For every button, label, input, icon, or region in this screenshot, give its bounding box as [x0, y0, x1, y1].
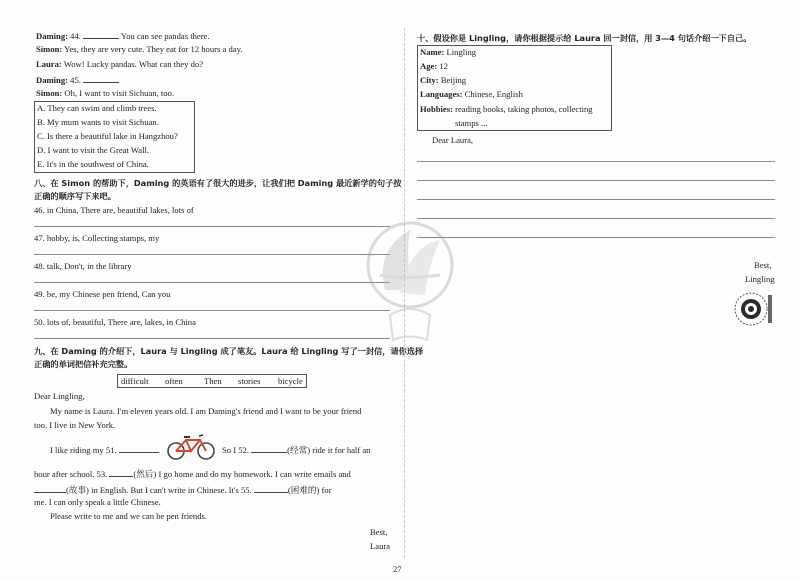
writing-line[interactable]: [417, 237, 775, 238]
section-8-title-cont: 正确的顺序写下来吧。: [34, 191, 116, 201]
option-d: D. I want to visit the Great Wall.: [37, 145, 150, 155]
dialogue-line-45: Daming: 45.: [36, 73, 119, 86]
letter-greeting: Dear Lingling,: [34, 391, 85, 401]
writing-line[interactable]: [417, 218, 775, 219]
letter-line-53: hour after school. 53. (然后) I go home and do my homework. I can write emails and: [34, 469, 351, 479]
qr-code-icon: [733, 289, 773, 329]
letter-line: My name is Laura. I'm eleven years old. I am Daming's friend and I want to be your friend: [50, 406, 362, 416]
writing-line[interactable]: [417, 199, 775, 200]
writing-line[interactable]: [417, 161, 775, 162]
answer-blank-45[interactable]: [83, 73, 119, 83]
info-name: Name: Lingling: [420, 47, 477, 57]
info-hobbies-cont: stamps ...: [455, 118, 488, 128]
sentence-item-47: 47. hobby, is, Collecting stamps, my: [34, 233, 160, 243]
section-10-title: 十、假设你是 Lingling，请你根据提示给 Laura 回一封信，用 3—4 句话介绍一下自己。: [417, 33, 752, 43]
option-e: E. It's in the southwest of China.: [37, 159, 149, 169]
info-languages: Languages: Chinese, English: [420, 89, 523, 99]
letter-line-51: I like riding my 51.: [50, 443, 159, 456]
letter-line: Please write to me and we can be pen friends.: [50, 511, 208, 521]
answer-blank-52[interactable]: [251, 443, 287, 453]
sentence-item-50: 50. lots of, beautiful, There are, lakes, in China: [34, 317, 196, 327]
word-option: stories: [238, 376, 261, 386]
sentence-item-49: 49. be, my Chinese pen friend, Can you: [34, 289, 171, 299]
section-9-title: 九、在 Daming 的介绍下，Laura 与 Lingling 成了笔友。Laura 给 Lingling 写了一封信，请你选择: [34, 346, 424, 356]
answer-line-50[interactable]: [34, 338, 390, 339]
dialogue-line: Simon: Oh, I want to visit Sichuan, too.: [36, 88, 174, 98]
info-hobbies: Hobbies: reading books, taking photos, collecting: [420, 104, 593, 114]
answer-blank-55[interactable]: [254, 483, 288, 493]
answer-blank-54[interactable]: [34, 483, 66, 493]
answer-blank-53[interactable]: [109, 467, 133, 477]
answer-line-47[interactable]: [34, 254, 390, 255]
option-c: C. Is there a beautiful lake in Hangzhou?: [37, 131, 178, 141]
dialogue-line: Simon: Yes, they are very cute. They eat for 12 hours a day.: [36, 44, 243, 54]
sentence-item-48: 48. talk, Don't, in the library: [34, 261, 132, 271]
word-option: often: [165, 376, 183, 386]
word-option: Then: [204, 376, 222, 386]
answer-blank-44[interactable]: [83, 29, 119, 39]
info-city: City: Beijing: [420, 75, 467, 85]
page-number: 27: [393, 564, 402, 574]
letter-line-54-55: (故事) in English. But I can't write in Chinese. It's 55. (困难的) for: [34, 483, 332, 496]
answer-line-48[interactable]: [34, 282, 390, 283]
bicycle-icon: [166, 431, 216, 461]
dialogue-line: Laura: Wow! Lucky pandas. What can they do?: [36, 59, 204, 69]
reply-closing: Best,: [754, 260, 772, 270]
letter-line: me. I can only speak a little Chinese.: [34, 497, 161, 507]
writing-line[interactable]: [417, 180, 775, 181]
info-age: Age: 12: [420, 61, 448, 71]
reply-signature: Lingling: [745, 274, 775, 284]
watermark-logo-icon: [355, 205, 465, 355]
letter-line: too. I live in New York.: [34, 420, 116, 430]
letter-signature: Laura: [370, 541, 391, 551]
word-option: bicycle: [278, 376, 303, 386]
reply-greeting: Dear Laura,: [432, 135, 474, 145]
section-9-title-cont: 正确的单词把信补充完整。: [34, 359, 133, 369]
sentence-item-46: 46. in China, There are, beautiful lakes, lots of: [34, 205, 194, 215]
section-8-title: 八、在 Simon 的帮助下，Daming 的英语有了很大的进步，让我们把 Daming 最近新学的句子按: [34, 178, 402, 188]
letter-line-52: So I 52. (经常) ride it for half an: [222, 445, 371, 455]
word-bank: [117, 374, 307, 388]
option-b: B. My mum wants to visit Sichuan.: [37, 117, 159, 127]
dialogue-line-44: Daming: 44. You can see pandas there.: [36, 31, 210, 41]
letter-closing: Best,: [370, 527, 388, 537]
answer-line-49[interactable]: [34, 310, 390, 311]
answer-blank-51[interactable]: [119, 443, 159, 453]
word-option: difficult: [121, 376, 149, 386]
option-a: A. They can swim and climb trees.: [37, 103, 157, 113]
answer-line-46[interactable]: [34, 226, 390, 227]
